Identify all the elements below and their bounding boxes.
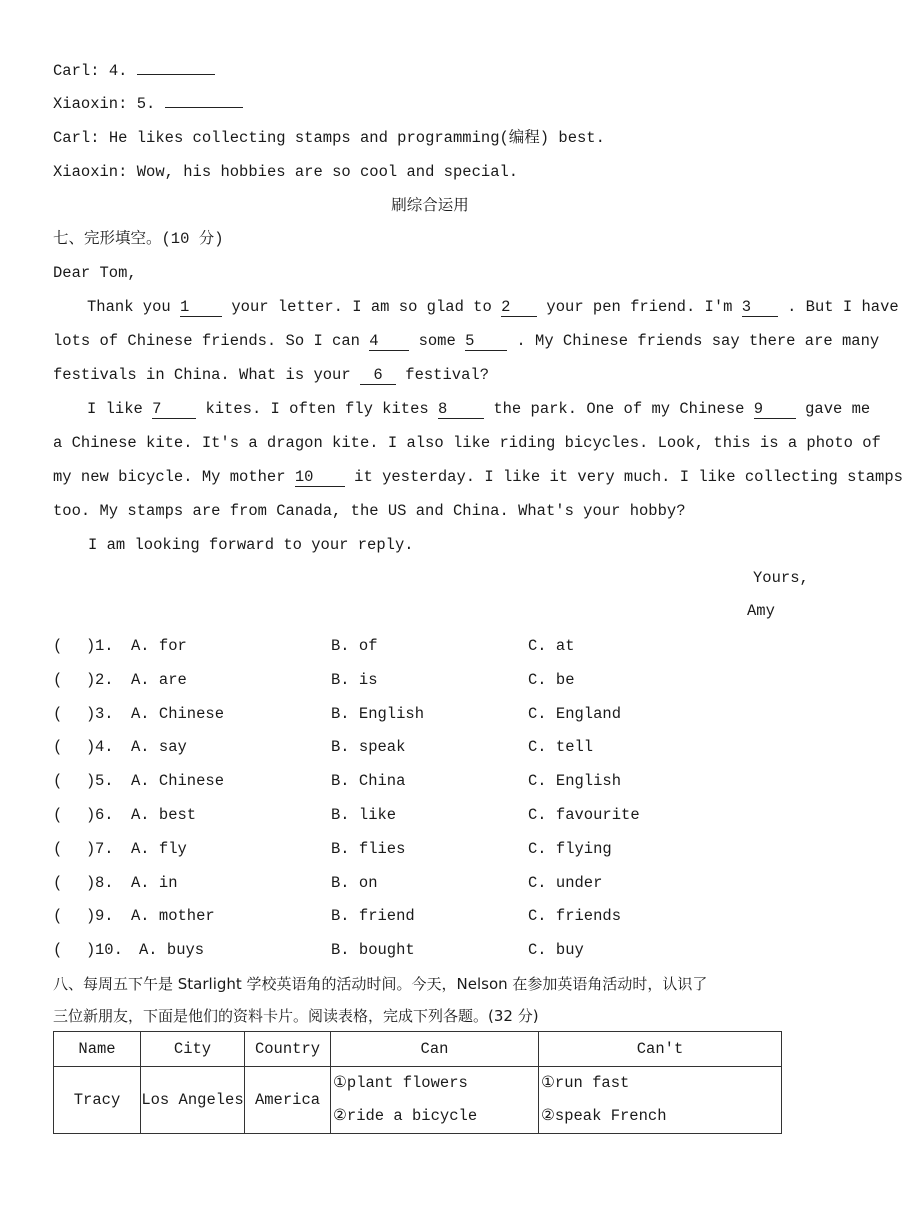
option-b: B. of (331, 637, 378, 655)
answer-paren-close: ) (86, 907, 96, 926)
answer-paren-close: ) (86, 637, 96, 655)
option-c: C. friends (528, 907, 622, 926)
answer-paren-close: ) (86, 806, 96, 824)
text: festival? (405, 366, 489, 384)
part8-heading-line1: 八、每周五下午是 Starlight 学校英语角的活动时间。今天，Nelson 在参加英语角活动时，认识了 (53, 975, 708, 993)
question-row (53, 839, 813, 859)
dialogue-line-1: Carl: 4. (53, 61, 215, 81)
letter-para1-line1 (53, 297, 899, 317)
letter-greeting: Dear Tom, (53, 264, 137, 282)
option-c: C. favourite (528, 806, 640, 824)
question-row (53, 805, 813, 825)
dialogue-line-4: Xiaoxin: Wow, his hobbies are so cool and special. (53, 163, 519, 181)
question-row (53, 737, 813, 757)
answer-paren-open[interactable]: ( (53, 704, 63, 723)
option-b: B. is (331, 670, 378, 689)
table-header: Can (331, 1032, 539, 1067)
table-cell-can (331, 1067, 539, 1134)
table-cell-country: America (245, 1067, 331, 1134)
letter-para2-line2: a Chinese kite. It's a dragon kite. I also like riding bicycles. Look, this is a photo of (53, 434, 881, 452)
answer-paren-open[interactable]: ( (53, 670, 63, 689)
option-a: A. in (131, 873, 178, 892)
part7-heading: 七、完形填空。(10 分) (53, 230, 224, 248)
option-b: B. on (331, 873, 378, 892)
option-b: B. China (331, 772, 406, 791)
answer-paren-close: ) (86, 738, 96, 757)
table-cell-name: Tracy (54, 1067, 141, 1134)
option-c: C. buy (528, 941, 584, 960)
option-b: B. bought (331, 941, 415, 960)
table-cell-city: Los Angeles (141, 1067, 245, 1134)
letter-closing: Yours, (753, 569, 809, 587)
text: gave me (805, 400, 871, 418)
question-number: 8. (95, 873, 114, 892)
table-cell-cant (539, 1067, 782, 1134)
question-row (53, 636, 813, 656)
question-number: 1. (95, 637, 114, 655)
answer-paren-open[interactable]: ( (53, 839, 63, 858)
text: it yesterday. I like it very much. I like collecting stamps (354, 468, 903, 486)
option-a: A. say (131, 738, 187, 757)
question-row (53, 873, 813, 893)
section-title: 刷综合运用 (391, 197, 469, 215)
table-header-row (54, 1032, 782, 1067)
answer-blank-4[interactable] (137, 74, 215, 75)
question-number: 5. (95, 772, 114, 791)
speaker: Xiaoxin (53, 163, 119, 181)
question-number: 4. (95, 738, 114, 757)
table-header: City (141, 1032, 245, 1067)
table-row (54, 1067, 782, 1134)
text: I like (87, 400, 143, 418)
option-c: C. at (528, 637, 575, 655)
question-number: 9. (95, 907, 114, 926)
letter-signature: Amy (747, 602, 775, 620)
text: kites. I often fly kites (205, 400, 429, 418)
option-c: C. be (528, 670, 575, 689)
option-c: C. flying (528, 839, 612, 858)
answer-paren-close: ) (86, 873, 96, 892)
option-b: B. flies (331, 839, 406, 858)
dialogue-text: Wow, his hobbies are so cool and special. (136, 163, 519, 181)
question-number: 10. (95, 941, 123, 960)
option-b: B. English (331, 704, 425, 723)
speaker: Xiaoxin (53, 95, 119, 113)
letter-para2-line4: too. My stamps are from Canada, the US and China. What's your hobby? (53, 502, 686, 520)
option-a: A. for (131, 637, 187, 655)
option-a: A. fly (131, 839, 187, 858)
question-number: 2. (95, 670, 114, 689)
speaker: Carl (53, 62, 91, 80)
option-c: C. England (528, 704, 622, 723)
question-row (53, 704, 813, 724)
letter-para1-line3 (53, 365, 489, 385)
letter-para2-line1 (53, 399, 871, 419)
cloze-blank-1[interactable]: 1 (180, 298, 222, 317)
table-header: Name (54, 1032, 141, 1067)
answer-paren-open[interactable]: ( (53, 806, 63, 824)
cloze-blank-3[interactable]: 3 (742, 298, 778, 317)
answer-paren-close: ) (86, 941, 96, 960)
question-number: 3. (95, 704, 114, 723)
dialogue-text: He likes collecting stamps and programming(编程) best. (108, 129, 605, 147)
answer-paren-open[interactable]: ( (53, 907, 63, 926)
cant-item: ①run fast (541, 1074, 630, 1092)
text: my new bicycle. My mother (53, 468, 286, 486)
cant-item: ②speak French (541, 1107, 667, 1125)
option-a: A. Chinese (131, 772, 225, 791)
option-b: B. speak (331, 738, 406, 757)
part8-heading-line2: 三位新朋友，下面是他们的资料卡片。阅读表格，完成下列各题。(32 分) (53, 1007, 539, 1025)
text: some (418, 332, 456, 350)
text: festivals in China. What is your (53, 366, 351, 384)
text: the park. One of my Chinese (493, 400, 745, 418)
table-header: Country (245, 1032, 331, 1067)
cloze-blank-4[interactable]: 4 (369, 332, 409, 351)
cloze-blank-6[interactable]: 6 (360, 366, 396, 385)
letter-para3: I am looking forward to your reply. (88, 536, 414, 554)
cloze-blank-8[interactable]: 8 (438, 400, 484, 419)
dialogue-line-3: Carl: He likes collecting stamps and programming(编程) best. (53, 129, 605, 147)
text: lots of Chinese friends. So I can (53, 332, 360, 350)
letter-para1-line2 (53, 331, 880, 351)
question-row (53, 670, 813, 690)
option-b: B. friend (331, 907, 415, 926)
answer-paren-close: ) (86, 839, 96, 858)
cloze-blank-2[interactable]: 2 (501, 298, 537, 317)
info-table (53, 1031, 782, 1134)
question-row (53, 906, 813, 926)
question-number: 4. (108, 62, 128, 80)
text: your pen friend. I'm (546, 298, 733, 316)
text: Thank you (87, 298, 171, 316)
answer-paren-close: ) (86, 704, 96, 723)
answer-paren-close: ) (86, 670, 96, 689)
option-b: B. like (331, 806, 397, 824)
cloze-blank-9[interactable]: 9 (754, 400, 796, 419)
option-a: A. buys (139, 941, 205, 960)
answer-paren-open[interactable]: ( (53, 738, 63, 757)
question-row (53, 940, 813, 960)
text: . But I have (787, 298, 899, 316)
option-c: C. tell (528, 738, 594, 757)
answer-paren-open[interactable]: ( (53, 637, 63, 655)
cloze-blank-5[interactable]: 5 (465, 332, 507, 351)
question-row (53, 771, 813, 791)
option-a: A. mother (131, 907, 215, 926)
cloze-blank-10[interactable]: 10 (295, 468, 345, 487)
question-number: 5. (136, 95, 156, 113)
letter-para2-line3 (53, 467, 903, 487)
table-header: Can't (539, 1032, 782, 1067)
option-c: C. English (528, 772, 622, 791)
cloze-blank-7[interactable]: 7 (152, 400, 196, 419)
dialogue-line-2: Xiaoxin: 5. (53, 94, 243, 114)
text: your letter. I am so glad to (231, 298, 492, 316)
option-a: A. best (131, 806, 197, 824)
option-a: A. are (131, 670, 187, 689)
answer-paren-close: ) (86, 772, 96, 791)
can-item: ②ride a bicycle (333, 1107, 478, 1125)
answer-paren-open[interactable]: ( (53, 873, 63, 892)
answer-paren-open[interactable]: ( (53, 772, 63, 791)
answer-blank-5[interactable] (165, 107, 243, 108)
option-c: C. under (528, 873, 603, 892)
question-number: 7. (95, 839, 114, 858)
question-number: 6. (95, 806, 114, 824)
option-a: A. Chinese (131, 704, 225, 723)
speaker: Carl (53, 129, 91, 147)
text: . My Chinese friends say there are many (516, 332, 880, 350)
can-item: ①plant flowers (333, 1074, 468, 1092)
answer-paren-open[interactable]: ( (53, 941, 63, 960)
